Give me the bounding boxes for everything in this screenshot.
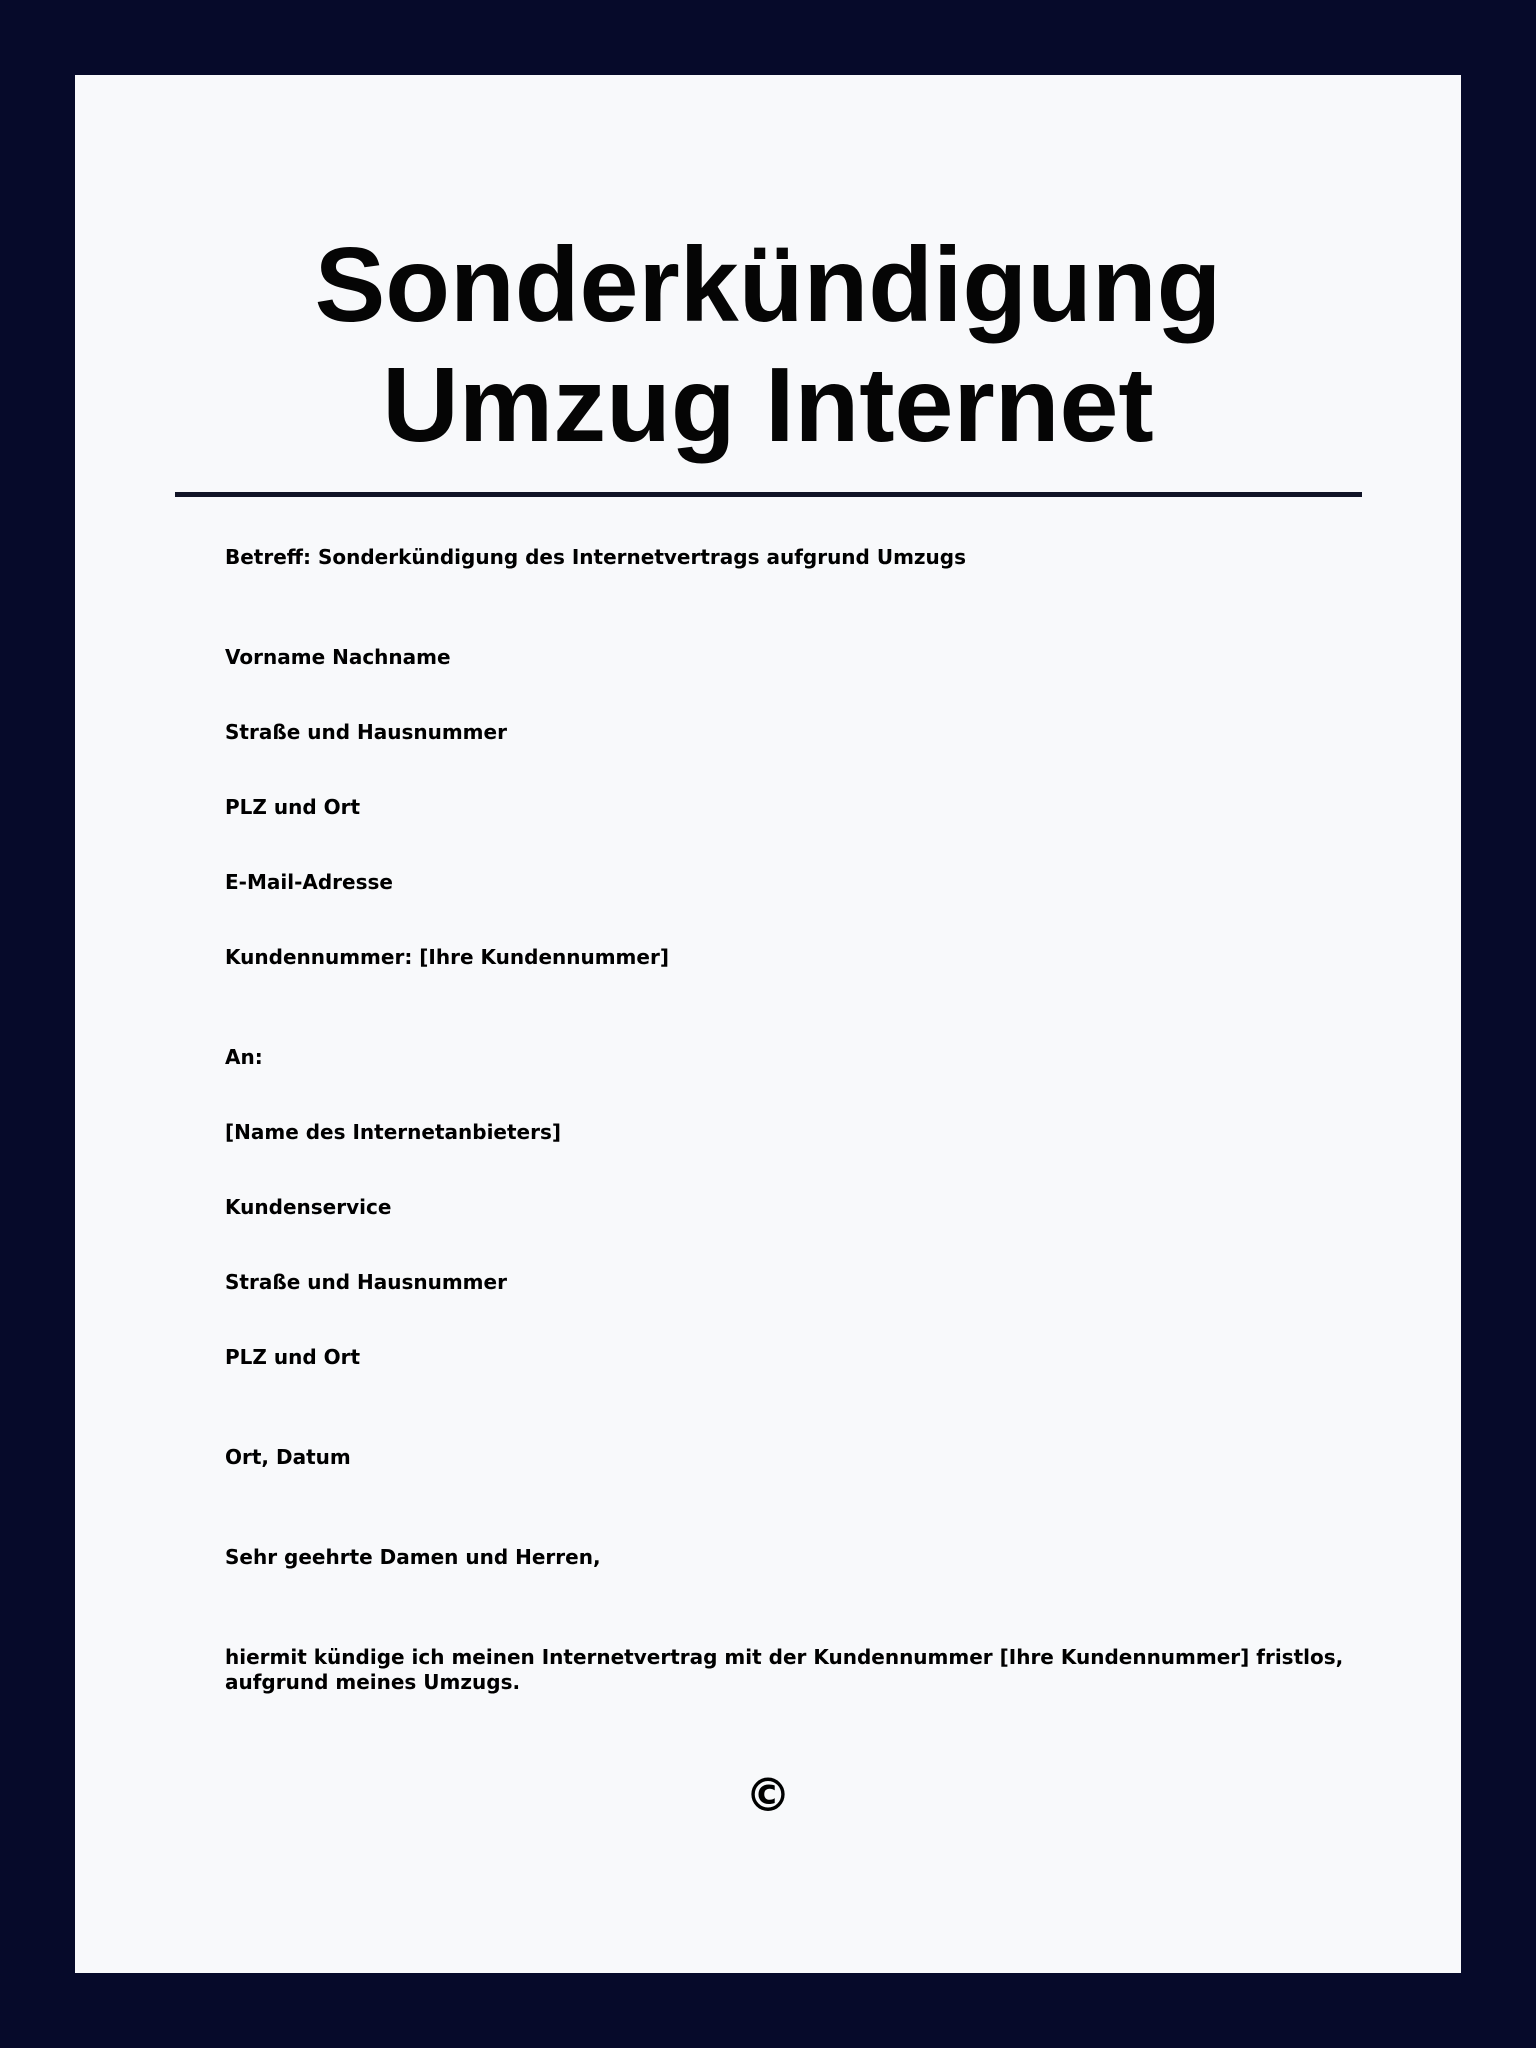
title-divider: [175, 492, 1362, 497]
title-line-2: Umzug Internet: [382, 346, 1154, 464]
document-page: [75, 75, 1461, 1973]
sender-customer-number: Kundennummer: [Ihre Kundennummer]: [225, 945, 669, 969]
sender-name: Vorname Nachname: [225, 645, 451, 669]
subject-line: Betreff: Sonderkündigung des Internetvertrags aufgrund Umzugs: [225, 545, 967, 569]
recipient-city: PLZ und Ort: [225, 1345, 361, 1369]
sender-street: Straße und Hausnummer: [225, 720, 507, 744]
place-date: Ort, Datum: [225, 1445, 351, 1469]
sender-email: E-Mail-Adresse: [225, 870, 393, 894]
letter-body: hiermit kündige ich meinen Internetvertrag mit der Kundennummer [Ihre Kundennummer] fristlos, aufgrund meines Umzugs.: [225, 1645, 1344, 1694]
sender-city: PLZ und Ort: [225, 795, 361, 819]
title-line-1: Sonderkündigung: [314, 226, 1222, 344]
recipient-label: An:: [225, 1045, 263, 1069]
recipient-department: Kundenservice: [225, 1195, 392, 1219]
salutation: Sehr geehrte Damen und Herren,: [225, 1545, 601, 1569]
recipient-street: Straße und Hausnummer: [225, 1270, 507, 1294]
copyright-icon: ©: [745, 1768, 791, 1822]
document-title: [75, 225, 1461, 465]
recipient-provider: [Name des Internetanbieters]: [225, 1120, 562, 1144]
